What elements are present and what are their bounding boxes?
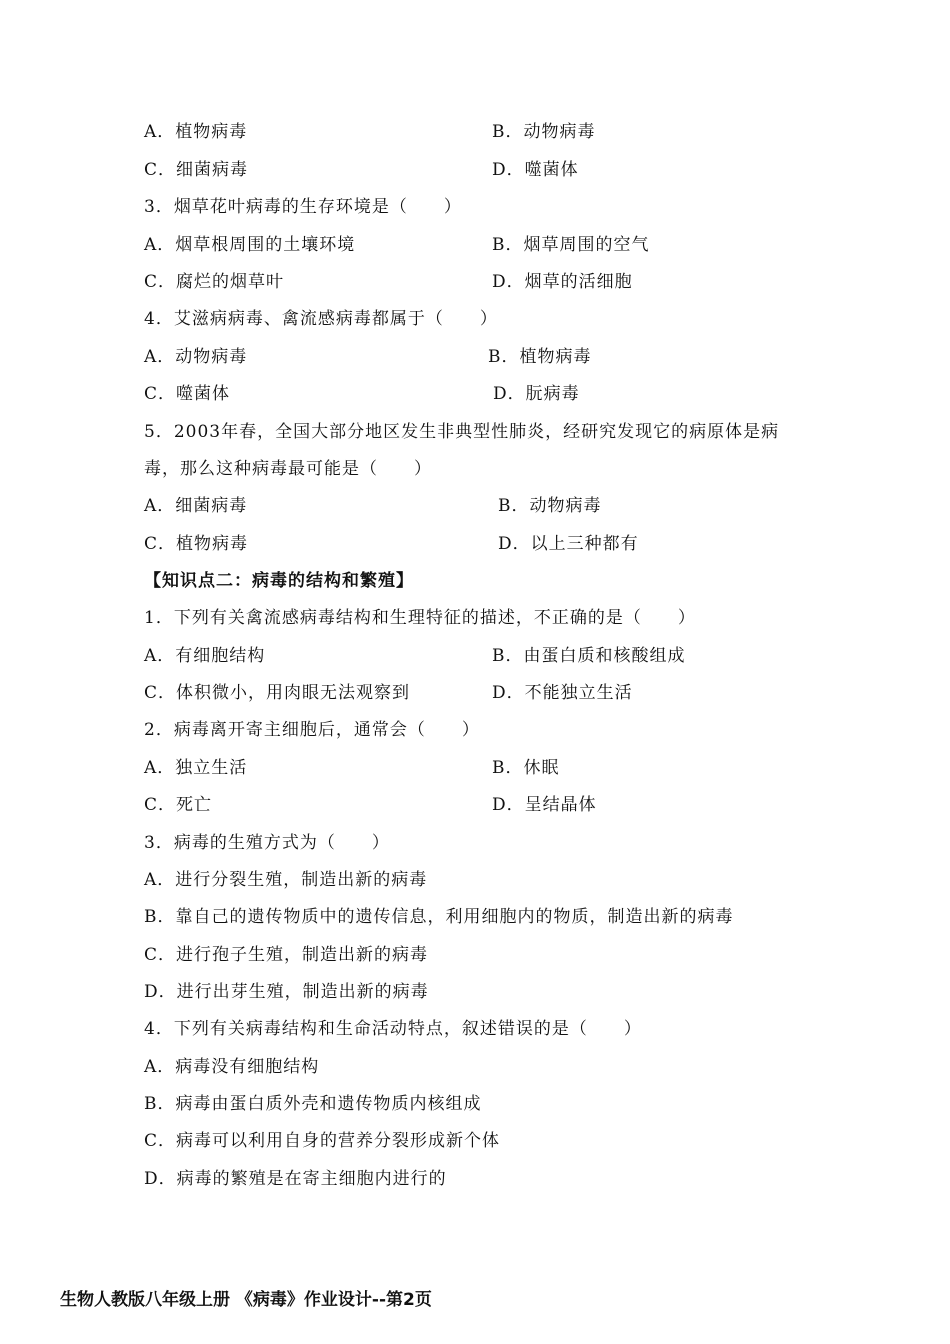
q4-option-a: A．动物病毒 bbox=[144, 347, 248, 367]
s2q3-option-b: B．靠自己的遗传物质中的遗传信息，利用细胞内的物质，制造出新的病毒 bbox=[144, 907, 734, 927]
s2q1-option-c: C．体积微小，用肉眼无法观察到 bbox=[144, 683, 411, 703]
q3-option-a: A．烟草根周围的土壤环境 bbox=[144, 235, 356, 255]
q5-option-b: B．动物病毒 bbox=[498, 496, 602, 516]
s2q4-option-c: C．病毒可以利用自身的营养分裂形成新个体 bbox=[144, 1131, 501, 1151]
s2q2-option-c: C．死亡 bbox=[144, 795, 213, 815]
s2q3-option-c: C．进行孢子生殖，制造出新的病毒 bbox=[144, 945, 429, 965]
q5-stem-line2: 毒，那么这种病毒最可能是（ ） bbox=[144, 459, 432, 479]
s2q3-stem: 3．病毒的生殖方式为（ ） bbox=[144, 833, 390, 853]
s2q1-option-a: A．有细胞结构 bbox=[144, 646, 266, 666]
q4-stem: 4．艾滋病病毒、禽流感病毒都属于（ ） bbox=[144, 309, 498, 329]
s2q1-option-b: B．由蛋白质和核酸组成 bbox=[492, 646, 686, 666]
s2q2-option-d: D．呈结晶体 bbox=[492, 795, 597, 815]
q2-option-a: A．植物病毒 bbox=[144, 122, 248, 142]
q5-option-a: A．细菌病毒 bbox=[144, 496, 248, 516]
q5-option-c: C．植物病毒 bbox=[144, 534, 249, 554]
q4-option-d: D．朊病毒 bbox=[493, 384, 580, 404]
page-footer: 生物人教版八年级上册 《病毒》作业设计--第2页 bbox=[60, 1290, 432, 1310]
q3-option-b: B．烟草周围的空气 bbox=[492, 235, 650, 255]
s2q2-option-a: A．独立生活 bbox=[144, 758, 248, 778]
q2-option-c: C．细菌病毒 bbox=[144, 160, 249, 180]
q3-stem: 3．烟草花叶病毒的生存环境是（ ） bbox=[144, 197, 462, 217]
q2-option-d: D．噬菌体 bbox=[492, 160, 579, 180]
q3-option-d: D．烟草的活细胞 bbox=[492, 272, 633, 292]
q5-stem-line1: 5．2003年春，全国大部分地区发生非典型性肺炎，经研究发现它的病原体是病 bbox=[144, 422, 780, 442]
s2q1-option-d: D．不能独立生活 bbox=[492, 683, 633, 703]
s2q4-option-a: A．病毒没有细胞结构 bbox=[144, 1057, 320, 1077]
s2q2-stem: 2．病毒离开寄主细胞后，通常会（ ） bbox=[144, 720, 480, 740]
q4-option-c: C．噬菌体 bbox=[144, 384, 231, 404]
s2q4-option-d: D．病毒的繁殖是在寄主细胞内进行的 bbox=[144, 1169, 447, 1189]
q4-option-b: B．植物病毒 bbox=[488, 347, 592, 367]
section-title: 【知识点二：病毒的结构和繁殖】 bbox=[144, 571, 414, 591]
s2q4-option-b: B．病毒由蛋白质外壳和遗传物质内核组成 bbox=[144, 1094, 482, 1114]
q2-option-b: B．动物病毒 bbox=[492, 122, 596, 142]
q5-option-d: D．以上三种都有 bbox=[498, 534, 639, 554]
s2q4-stem: 4．下列有关病毒结构和生命活动特点，叙述错误的是（ ） bbox=[144, 1019, 642, 1039]
s2q2-option-b: B．休眠 bbox=[492, 758, 560, 778]
s2q1-stem: 1．下列有关禽流感病毒结构和生理特征的描述，不正确的是（ ） bbox=[144, 608, 696, 628]
s2q3-option-a: A．进行分裂生殖，制造出新的病毒 bbox=[144, 870, 428, 890]
q3-option-c: C．腐烂的烟草叶 bbox=[144, 272, 285, 292]
s2q3-option-d: D．进行出芽生殖，制造出新的病毒 bbox=[144, 982, 429, 1002]
